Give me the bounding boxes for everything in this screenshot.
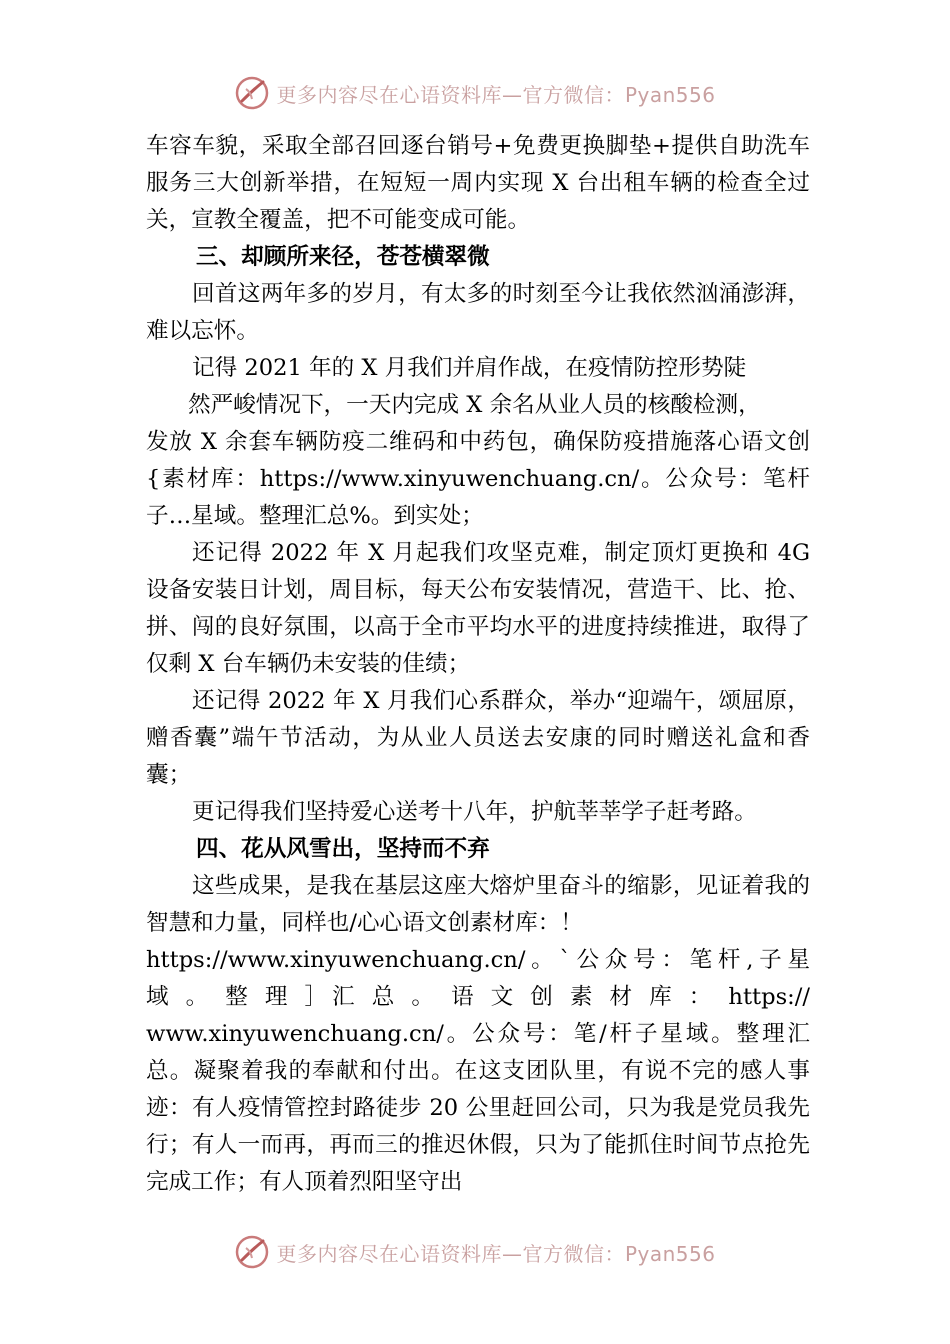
paragraph: 回首这两年多的岁月，有太多的时刻至今让我依然汹涌澎湃，难以忘怀。 <box>146 281 810 344</box>
paragraph: 这些成果，是我在基层这座大熔炉里奋斗的缩影，见证着我的智慧和力量，同样也/心心语文创素材库：！ <box>146 873 810 936</box>
watermark-text: 更多内容尽在心语资料库—官方微信：Pyan556 <box>276 1241 716 1266</box>
paragraph: 发放 X 余套车辆防疫二维码和中药包，确保防疫措施落心语文创{素材库：https://www.xinyuwenchuang.cn/。公众号：笔杆子…星域。整理汇总%。到实处； <box>146 429 810 529</box>
paragraph-line: https://www.xinyuwenchuang.cn/。`公众号：笔杆,子星 <box>146 947 810 973</box>
paragraph: 记得 2021 年的 X 月我们并肩作战，在疫情防控形势陡 <box>192 355 747 381</box>
paragraph-line: 然严峻情况下，一天内完成 X 余名从业人员的核酸检测， <box>188 392 761 418</box>
paragraph-line: 域 。 整 理 ］汇 总 。 语 文 创 素 材 库 ： https:// <box>146 984 810 1010</box>
paragraph: www.xinyuwenchuang.cn/。公众号：笔/杆子星域。整理汇总。凝聚着我的奉献和付出。在这支团队里，有说不完的感人事迹：有人疫情管控封路徒步 20 公里赶回公司，只为我是党员我先行；有人一而再，再而三的推迟休假，只为了能抓住时间节点抢先完成工作；有人顶着烈阳坚守出 <box>146 1021 810 1195</box>
section-heading: 四、花从风雪出，坚持而不弃 <box>196 836 490 862</box>
watermark-text: 更多内容尽在心语资料库—官方微信：Pyan556 <box>276 82 716 107</box>
paragraph: 还记得 2022 年 X 月我们心系群众，举办“迎端午，颂屈原，赠香囊”端午节活动，为从业人员送去安康的同时赠送礼盒和香囊； <box>146 688 810 788</box>
header-watermark-banner <box>0 73 950 113</box>
brush-logo-icon <box>234 75 270 111</box>
footer-watermark-banner <box>0 1232 950 1272</box>
paragraph: 车容车貌，采取全部召回逐台销号+免费更换脚垫+提供自助洗车服务三大创新举措，在短短一周内实现 X 台出租车辆的检查全过关，宣教全覆盖，把不可能变成可能。 <box>146 133 810 233</box>
paragraph: 更记得我们坚持爱心送考十八年，护航莘莘学子赶考路。 <box>192 799 757 825</box>
paragraph: 还记得 2022 年 X 月起我们攻坚克难，制定顶灯更换和 4G 设备安装日计划，周目标，每天公布安装情况，营造干、比、抢、拼、闯的良好氛围，以高于全市平均水平的进度持续推进，取得了仅剩 X 台车辆仍未安装的佳绩； <box>146 540 810 677</box>
section-heading: 三、却顾所来径，苍苍横翠微 <box>196 244 490 270</box>
brush-logo-icon <box>234 1234 270 1270</box>
document-body <box>146 128 810 1201</box>
